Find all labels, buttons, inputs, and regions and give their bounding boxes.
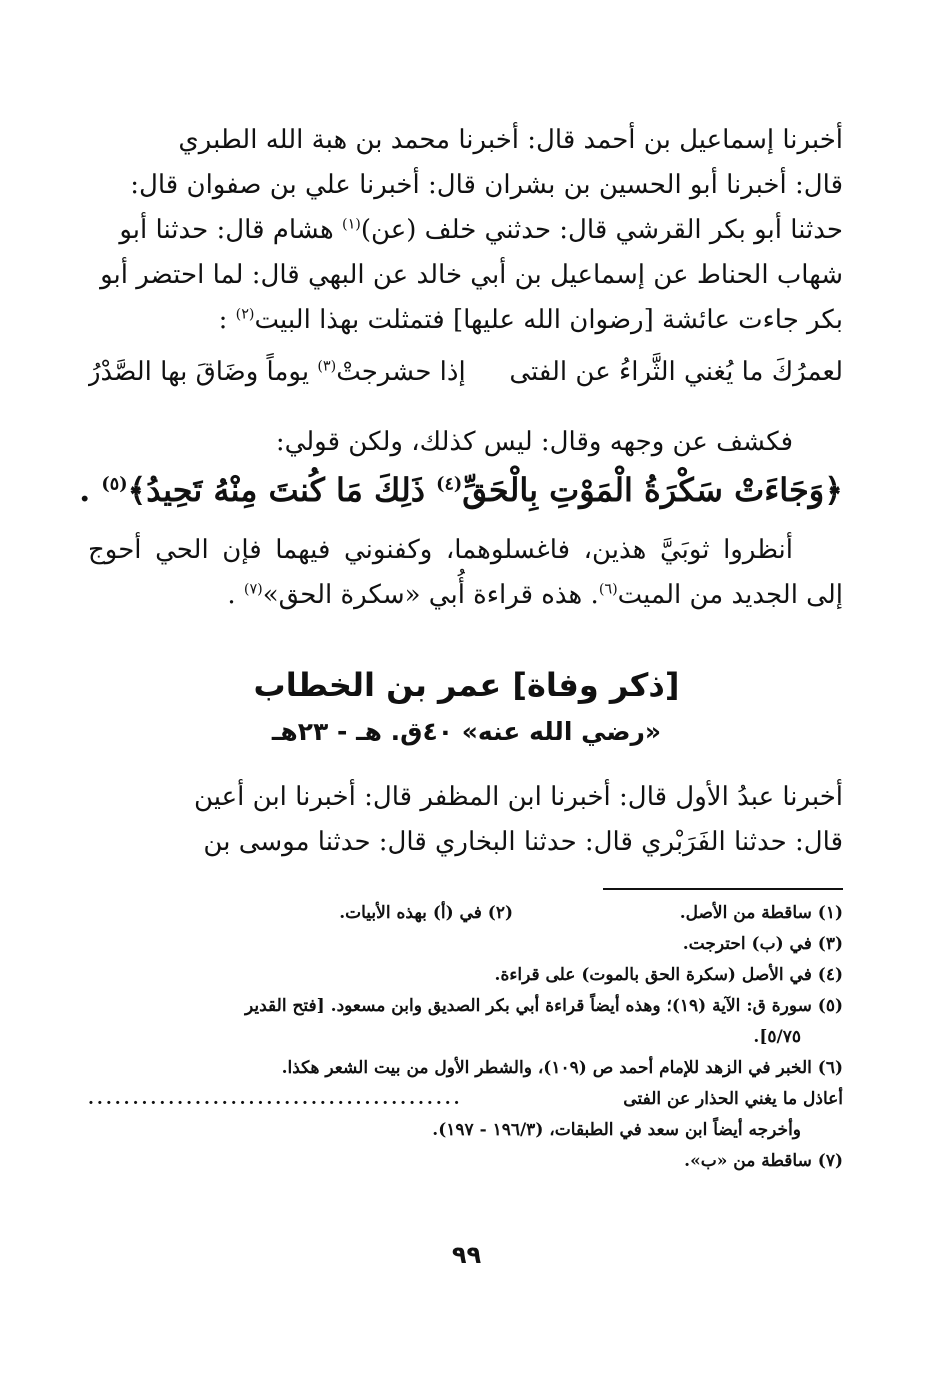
text-span: . bbox=[227, 580, 244, 610]
text-span: : bbox=[218, 305, 236, 335]
verse-hemistich-second bbox=[88, 350, 466, 395]
footnote-ref: (٥) bbox=[101, 473, 128, 495]
text-span: . هذه قراءة أُبي «سكرة الحق» bbox=[262, 580, 599, 610]
footnote-6-verse bbox=[88, 1084, 843, 1115]
text-span: هشام قال: حدثنا أبو bbox=[119, 215, 342, 245]
text-span: . bbox=[79, 471, 102, 509]
paragraph-isnad-abu-bakr bbox=[88, 118, 843, 343]
footnote-2: (٢) في (أ) بهذه الأبيات. bbox=[339, 903, 513, 923]
text-line bbox=[88, 298, 843, 343]
text-span: أنظروا ثوبَيَّ هذين، فاغسلوهما، وكفنوني فيهما فإن الحي أحوج إلى الجديد من الميت bbox=[88, 535, 843, 610]
footnote-4: (٤) في الأصل (سكرة الحق بالموت) على قراءة. bbox=[494, 965, 843, 985]
poetry-verse bbox=[88, 350, 843, 395]
footnote-5-continuation: ٥/٧٥]. bbox=[753, 1027, 801, 1047]
footnote-ref: (٦) bbox=[598, 581, 618, 598]
page-number: ٩٩ bbox=[451, 1241, 482, 1269]
footnote-3: (٣) في (ب) احترجت. bbox=[682, 934, 843, 954]
footnote-1: (١) ساقطة من الأصل. bbox=[679, 903, 843, 923]
footnote-6-continuation: وأخرجه أيضاً ابن سعد في الطبقات، (١٩٦/٣ - ١٩٧). bbox=[432, 1120, 801, 1140]
footnote-5: (٥) سورة ق: الآية (١٩)؛ وهذه أيضاً قراءة أبي بكر الصديق وابن مسعود. [فتح القدير bbox=[245, 996, 843, 1016]
footnote-ref: (٣) bbox=[317, 358, 337, 375]
footnotes bbox=[88, 898, 843, 1177]
footnote-ref: (١) bbox=[341, 216, 361, 233]
quran-verse bbox=[79, 460, 843, 520]
footnote-ref: (٧) bbox=[243, 581, 263, 598]
paragraph-reply: فكشف عن وجهه وقال: ليس كذلك، ولكن قولي: bbox=[275, 427, 793, 457]
footnote-verse-text: أعاذل ما يغني الحذار عن الفتى bbox=[623, 1089, 843, 1109]
footnote-7: (٧) ساقطة من «ب». bbox=[684, 1151, 843, 1171]
text-span: إذا حشرجتْ bbox=[336, 357, 466, 387]
text-line: أخبرنا إسماعيل بن أحمد قال: أخبرنا محمد بن هبة الله الطبري bbox=[178, 125, 843, 155]
footnote-ref: (٢) bbox=[235, 306, 255, 323]
quran-text: ذَلِكَ مَا كُنتَ مِنْهُ تَحِيدُ﴾ bbox=[127, 471, 437, 509]
text-line: أخبرنا عبدُ الأول قال: أخبرنا ابن المظفر قال: أخبرنا ابن أعين bbox=[194, 782, 843, 812]
footnote-row bbox=[88, 898, 843, 929]
text-span: بكر جاءت عائشة [رضوان الله عليها] فتمثلت بهذا البيت bbox=[254, 305, 843, 335]
footnote-separator bbox=[603, 888, 843, 890]
text-span: حدثنا أبو بكر القرشي قال: حدثني خلف (عن) bbox=[360, 215, 843, 245]
verse-hemistich-first: لعمرُكَ ما يُغني الثَّراءُ عن الفتى bbox=[509, 357, 843, 387]
footnote-6: (٦) الخبر في الزهد للإمام أحمد ص (١٠٩)، والشطر الأول من بيت الشعر هكذا. bbox=[281, 1058, 843, 1078]
section-subheading: «رضي الله عنه» ٤٠ق. هـ - ٢٣هـ bbox=[271, 717, 662, 746]
text-line bbox=[88, 208, 843, 253]
text-line: قال: أخبرنا أبو الحسين بن بشران قال: أخبرنا علي بن صفوان قال: bbox=[130, 170, 843, 200]
paragraph-isnad-umar bbox=[88, 775, 843, 865]
text-span: يوماً وضَاقَ بها الصَّدْرُ bbox=[88, 357, 318, 387]
text-line: قال: حدثنا الفَرَبْري قال: حدثنا البخاري قال: حدثنا موسى بن bbox=[203, 827, 843, 857]
paragraph-instructions bbox=[88, 528, 843, 618]
text-line: شهاب الحناط عن إسماعيل بن أبي خالد عن البهي قال: لما احتضر أبو bbox=[100, 260, 843, 290]
section-heading: [ذكر وفاة] عمر بن الخطاب bbox=[253, 666, 680, 704]
quran-text: ﴿وَجَاءَتْ سَكْرَةُ الْمَوْتِ بِالْحَقِّ bbox=[462, 471, 843, 509]
footnote-verse-dots: .......................................... bbox=[88, 1089, 463, 1109]
footnote-ref: (٤) bbox=[436, 473, 463, 495]
